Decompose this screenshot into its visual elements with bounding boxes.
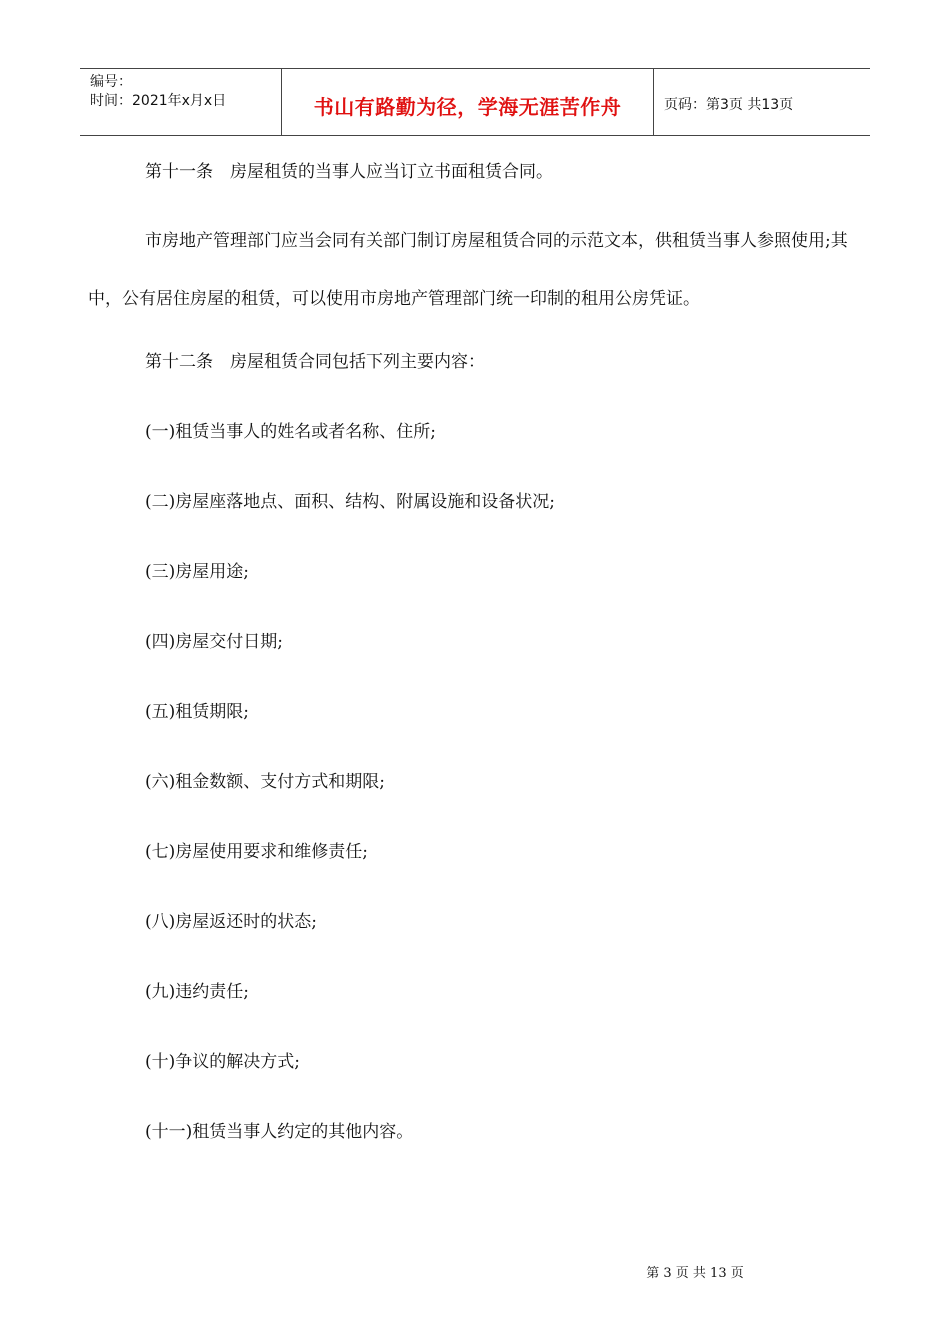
list-item: (九)违约责任; <box>145 982 249 1002</box>
header-meta <box>80 69 282 135</box>
footer-page-number: 第 3 页 共 13 页 <box>646 1266 744 1281</box>
date-label: 时间：2021年x月x日 <box>90 93 227 109</box>
list-item: (三)房屋用途; <box>145 562 249 582</box>
list-item: (六)租金数额、支付方式和期限; <box>145 772 385 792</box>
list-item: (七)房屋使用要求和维修责任; <box>145 842 368 862</box>
list-item: (十)争议的解决方式; <box>145 1052 300 1072</box>
number-label: 编号： <box>90 74 132 90</box>
list-item: (一)租赁当事人的姓名或者名称、住所; <box>145 422 436 442</box>
article-12: 第十二条 房屋租赁合同包括下列主要内容： <box>145 352 485 372</box>
list-item: (四)房屋交付日期; <box>145 632 283 652</box>
list-item: (十一)租赁当事人约定的其他内容。 <box>145 1122 414 1142</box>
header-motto: 书山有路勤为径，学海无涯苦作舟 <box>313 94 622 119</box>
article-11-paragraph-2: 市房地产管理部门应当会同有关部门制订房屋租赁合同的示范文本，供租赁当事人参照使用;其中，公有居住房屋的租赁，可以使用市房地产管理部门统一印制的租用公房凭证。 <box>88 231 848 309</box>
article-11: 第十一条 房屋租赁的当事人应当订立书面租赁合同。 <box>145 162 553 182</box>
header-motto-cell <box>282 69 654 135</box>
header-page-info: 页码：第3页 共13页 <box>664 97 794 113</box>
page-footer <box>0 1262 950 1281</box>
document-header <box>80 68 870 136</box>
list-item: (五)租赁期限; <box>145 702 249 722</box>
list-item: (八)房屋返还时的状态; <box>145 912 317 932</box>
list-item: (二)房屋座落地点、面积、结构、附属设施和设备状况; <box>145 492 555 512</box>
header-page-info-cell <box>654 69 870 135</box>
